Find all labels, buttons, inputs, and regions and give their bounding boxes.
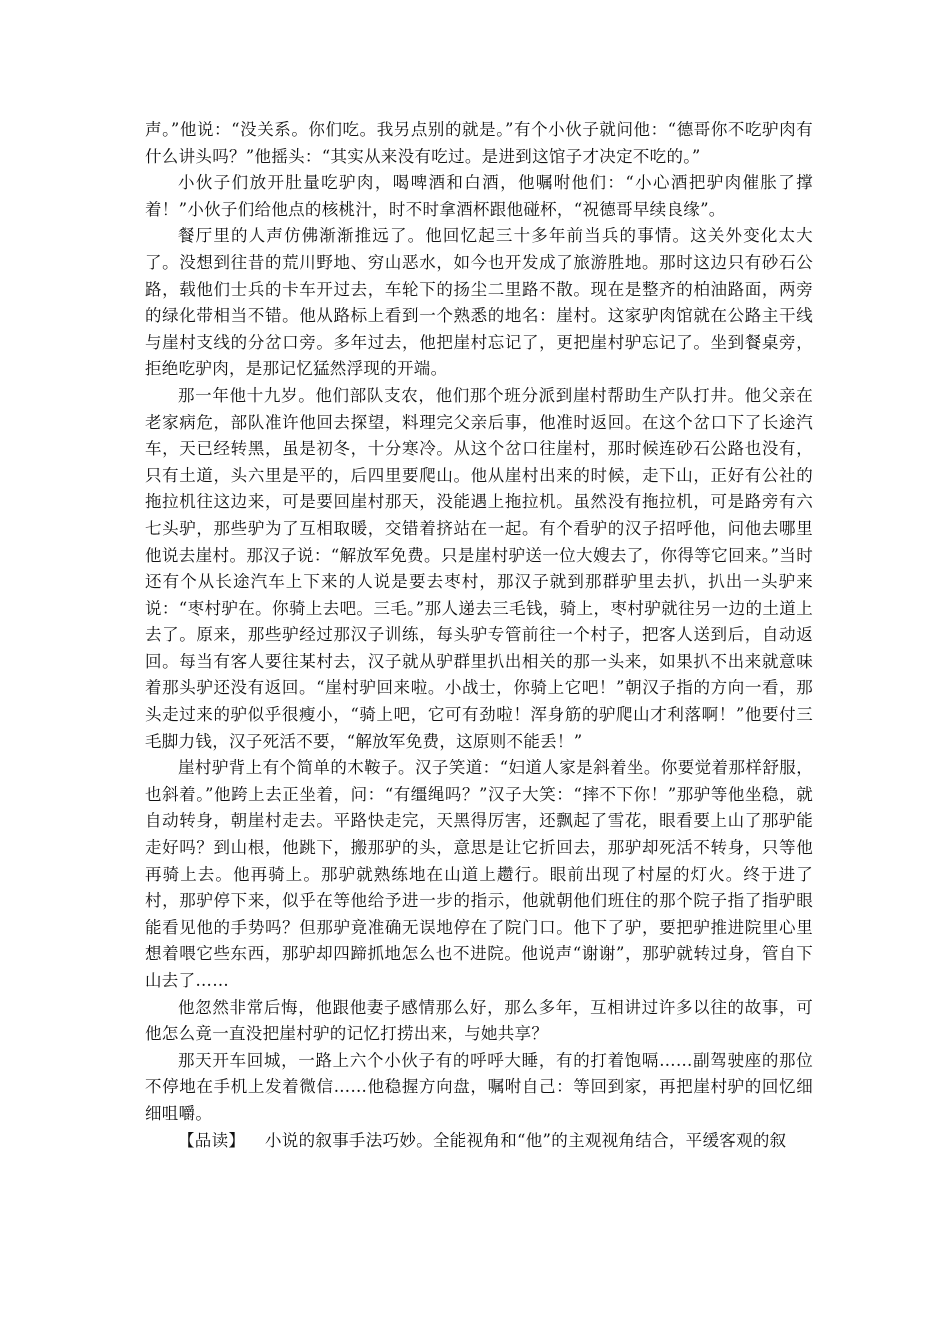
paragraph-4: 那一年他十九岁。他们部队支农，他们那个班分派到崖村帮助生产队打井。他父亲在老家病危，部队准许他回去探望，料理完父亲后事，他准时返回。在这个岔口下了长途汽车，天已经转黑，虽是初冬，十分寒冷。从这个岔口往崖村，那时候连砂石公路也没有，只有土道，头六里是平的，后四里要爬山。他从崖村出来的时候，走下山，正好有公社的拖拉机往这边来，可是要回崖村那天，没能遇上拖拉机。虽然没有拖拉机，可是路旁有六七头驴，那些驴为了互相取暖，交错着挤站在一起。有个看驴的汉子招呼他，问他去哪里他说去崖村。那汉子说：“解放军免费。只是崖村驴送一位大嫂去了，你得等它回来。”当时还有个从长途汽车上下来的人说是要去枣村，那汉子就到那群驴里去扒，扒出一头驴来说：“枣村驴在。你骑上去吧。三毛。”那人递去三毛钱，骑上，枣村驴就往另一边的土道上去了。原来，那些驴经过那汉子训练，每头驴专管前往一个村子，把客人送到后，自动返回。每当有客人要往某村去，汉子就从驴群里扒出相关的那一头来，如果扒不出来就意味着那头驴还没有返回。“崖村驴回来啦。小战士，你骑上它吧！”朝汉子指的方向一看，那头走过来的驴似乎很瘦小，“骑上吧，它可有劲啦！浑身筋的驴爬山才利落啊！”他要付三毛脚力钱，汉子死活不要，“解放军免费，这原则不能丢！” [145, 385, 813, 751]
paragraph-5: 崖村驴背上有个简单的木鞍子。汉子笑道：“妇道人家是斜着坐。你要觉着那样舒服，也斜着。”他跨上去正坐着，问：“有缰绳吗？”汉子大笑：“摔不下你！”那驴等他坐稳，就自动转身，朝崖村走去。平路快走完，天黑得厉害，还飘起了雪花，眼看要上山了那驴能走好吗？到山根，他跳下，搬那驴的头，意思是让它折回去，那驴却死活不转身，只等他再骑上去。他再骑上。那驴就熟练地在山道上趱行。眼前出现了村屋的灯火。终于进了村，那驴停下来，似乎在等他给予进一步的指示，他就朝他们班住的那个院子指了指驴眼能看见他的手势吗？但那驴竟准确无误地停在了院门口。他下了驴，要把驴推进院里心里想着喂它些东西，那驴却四蹄抓地怎么也不进院。他说声“谢谢”，那驴就转过身，管自下山去了…… [145, 758, 813, 990]
commentary-paragraph [145, 1128, 813, 1155]
commentary-label: 【品读】 [178, 1130, 246, 1150]
paragraph-7: 那天开车回城，一路上六个小伙子有的呼呼大睡，有的打着饱嗝……副驾驶座的那位不停地在手机上发着微信……他稳握方向盘，嘱咐自己：等回到家，再把崖村驴的回忆细细咀嚼。 [145, 1050, 813, 1123]
paragraph-1: 声。”他说：“没关系。你们吃。我另点别的就是。”有个小伙子就问他：“德哥你不吃驴肉有什么讲头吗？”他摇头：“其实从来没有吃过。是进到这馆子才决定不吃的。” [145, 120, 813, 166]
paragraph-2: 小伙子们放开肚量吃驴肉，喝啤酒和白酒，他嘱咐他们：“小心酒把驴肉催胀了撑着！”小伙子们给他点的核桃汁，时不时拿酒杯跟他碰杯，“祝德哥早续良缘”。 [145, 173, 813, 219]
document-page [145, 117, 813, 1154]
paragraph-6: 他忽然非常后悔，他跟他妻子感情那么好，那么多年，互相讲过许多以往的故事，可他怎么竟一直没把崖村驴的记忆打捞出来，与她共享？ [145, 997, 813, 1044]
paragraph-3: 餐厅里的人声仿佛渐渐推远了。他回忆起三十多年前当兵的事情。这关外变化太大了。没想到往昔的荒川野地、穷山恶水，如今也开发成了旅游胜地。那时这边只有砂石公路，载他们士兵的卡车开过去，车轮下的扬尘二里路不散。现在是整齐的柏油路面，两旁的绿化带相当不错。他从路标上看到一个熟悉的地名：崖村。这家驴肉馆就在公路主干线与崖村支线的分岔口旁。多年过去，他把崖村忘记了，更把崖村驴忘记了。坐到餐桌旁，拒绝吃驴肉，是那记忆猛然浮现的开端。 [145, 226, 813, 379]
commentary-text: 小说的叙事手法巧妙。全能视角和“他”的主观视角结合，平缓客观的叙 [265, 1130, 787, 1150]
